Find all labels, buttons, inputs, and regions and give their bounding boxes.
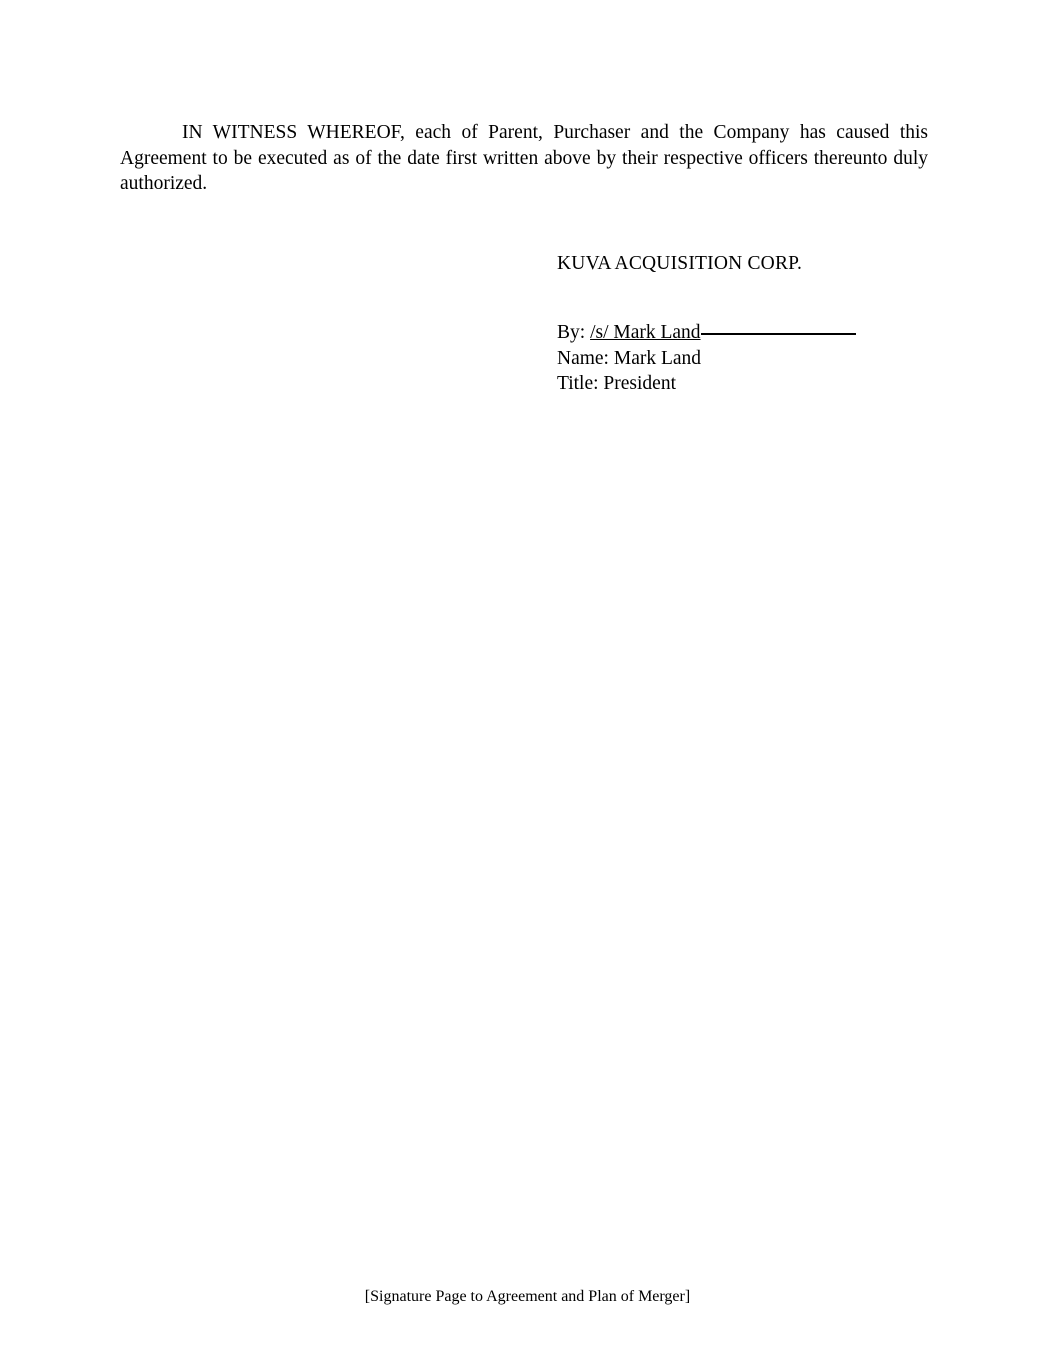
signature-title-line: Title: President <box>557 373 676 394</box>
signature-lines <box>557 320 928 397</box>
signatory-company-name: KUVA ACQUISITION CORP. <box>557 252 803 274</box>
page-footer: [Signature Page to Agreement and Plan of Merger] <box>364 1288 691 1305</box>
by-label: By: <box>557 322 586 343</box>
signature-rule <box>701 333 856 335</box>
signature-value: /s/ Mark Land <box>590 322 701 343</box>
signature-block <box>557 251 928 397</box>
document-body <box>120 120 928 397</box>
witness-paragraph: IN WITNESS WHEREOF, each of Parent, Purchaser and the Company has caused this Agreement to be executed as of the date first written above by their respective officers thereunto duly authorized. <box>120 122 928 194</box>
signature-by-line <box>557 320 928 346</box>
signature-name-line: Name: Mark Land <box>557 347 702 369</box>
